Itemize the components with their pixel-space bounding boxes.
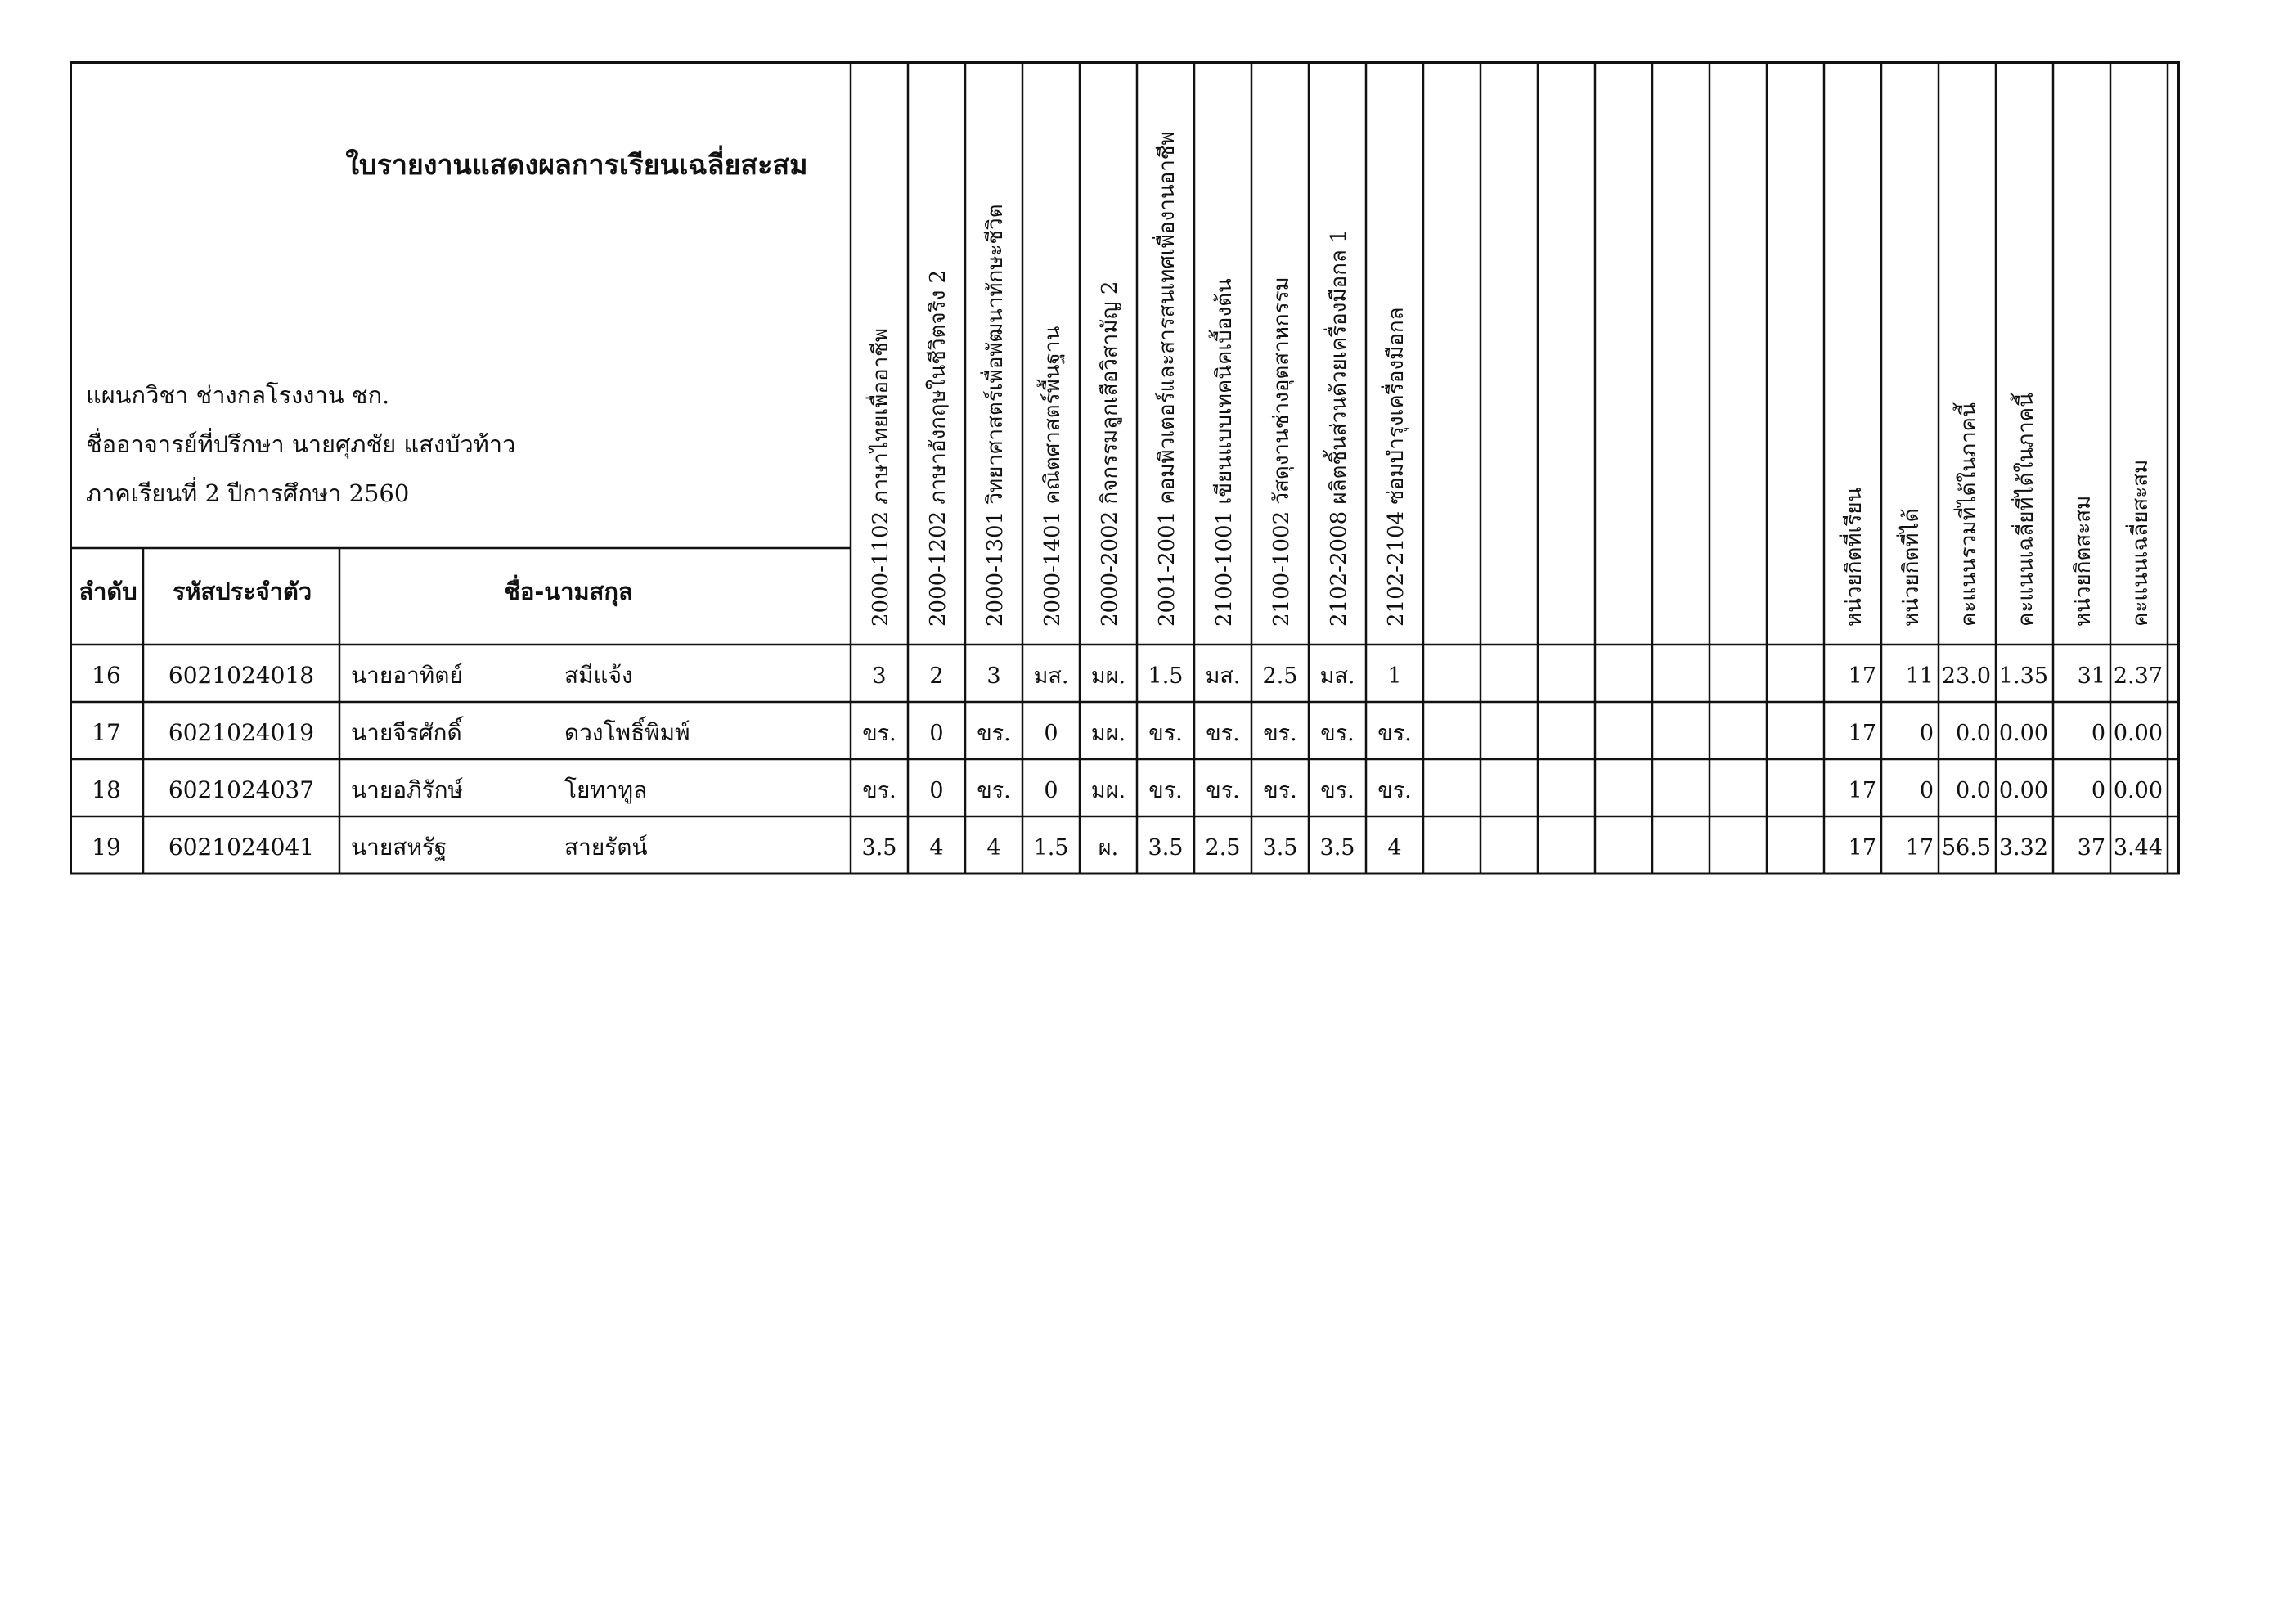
row-summary: 2.37 (2113, 663, 2163, 689)
row-summary: 17 (1848, 721, 1876, 746)
row-summary: 0.00 (2113, 778, 2163, 803)
summary-header: หน่วยกิตที่เรียน (1842, 487, 1867, 627)
row-student-id: 6021024037 (168, 776, 315, 803)
subject-header: 2000-1202 ภาษาอังกฤษในชีวิตจริง 2 (926, 269, 950, 627)
row-last-name: ดวงโพธิ์พิมพ์ (564, 719, 690, 746)
row-summary: 0.0 (1956, 778, 1991, 803)
row-summary: 0 (2091, 721, 2105, 746)
row-seq: 18 (92, 776, 121, 803)
subject-header: 2000-2002 กิจกรรมลูกเสือวิสามัญ 2 (1098, 281, 1122, 627)
department-line: แผนกวิชา ช่างกลโรงงาน ชก. (86, 381, 390, 409)
summary-header: หน่วยกิตสะสม (2071, 495, 2096, 627)
row-grade: 0 (929, 778, 944, 803)
row-summary: 17 (1848, 835, 1876, 861)
row-first-name: นายสหรัฐ (351, 834, 447, 861)
row-grade: ขร. (977, 721, 1011, 746)
row-grade: 2.5 (1205, 835, 1241, 861)
grade-report (70, 61, 2180, 875)
row-last-name: สมีแจ้ง (564, 662, 633, 689)
row-student-id: 6021024018 (168, 662, 315, 689)
row-grade: 3.5 (1262, 835, 1298, 861)
seq-header: ลำดับ (79, 578, 137, 605)
row-student-id: 6021024041 (168, 834, 315, 861)
row-summary: 3.32 (1998, 835, 2048, 861)
row-summary: 0 (1919, 778, 1934, 803)
summary-header: หน่วยกิตที่ได้ (1899, 508, 1924, 627)
row-grade: 4 (929, 835, 944, 861)
row-first-name: นายอาทิตย์ (351, 662, 463, 689)
row-grade: ขร. (1206, 778, 1240, 803)
rotated-column-headers (865, 131, 2153, 627)
row-grade: ขร. (1263, 721, 1297, 746)
row-student-id: 6021024019 (168, 719, 315, 746)
row-summary: 17 (1848, 663, 1876, 689)
row-grade: ขร. (862, 721, 896, 746)
row-grade: มผ. (1090, 778, 1126, 803)
row-first-name: นายจีรศักดิ์ (351, 719, 462, 746)
row-grade: ขร. (862, 778, 896, 803)
row-grade: ขร. (1206, 721, 1240, 746)
row-grade: 0 (1044, 721, 1058, 746)
row-grade: ขร. (1320, 778, 1355, 803)
row-grade: 4 (1387, 835, 1402, 861)
row-grade: 4 (986, 835, 1001, 861)
row-summary: 0.00 (2113, 721, 2163, 746)
subject-header: 2100-1001 เขียนแบบเทคนิคเบื้องต้น (1212, 278, 1237, 627)
row-grade: 1 (1387, 663, 1402, 689)
row-summary: 11 (1905, 663, 1934, 689)
summary-header: คะแนนเฉลี่ยสะสม (2128, 459, 2153, 627)
student-id-header: รหัสประจำตัว (172, 578, 312, 605)
row-seq: 16 (92, 662, 121, 689)
subject-header: 2001-2001 คอมพิวเตอร์และสารสนเทศเพื่องานอาชีพ (1155, 131, 1179, 627)
row-summary: 56.5 (1941, 835, 1991, 861)
row-grade: 3.5 (1319, 835, 1355, 861)
row-grade: มส. (1033, 663, 1069, 689)
row-grade: 2.5 (1262, 663, 1298, 689)
row-summary: 23.0 (1941, 663, 1991, 689)
row-summary: 0.00 (1998, 721, 2048, 746)
row-grade: ขร. (1377, 778, 1412, 803)
row-summary: 3.44 (2113, 835, 2163, 861)
row-summary: 1.35 (1998, 663, 2048, 689)
row-grade: ขร. (1377, 721, 1412, 746)
advisor-line: ชื่ออาจารย์ที่ปรึกษา นายศุภชัย แสงบัวท้าว (86, 430, 516, 458)
row-summary: 0 (2091, 778, 2105, 803)
name-header: ชื่อ-นามสกุล (504, 578, 633, 605)
row-summary: 17 (1905, 835, 1934, 861)
row-grade: 3 (986, 663, 1001, 689)
row-summary: 17 (1848, 778, 1876, 803)
row-grade: ขร. (1148, 721, 1183, 746)
row-grade: มส. (1205, 663, 1241, 689)
row-last-name: โยทาทูล (564, 776, 648, 803)
table-frame (71, 63, 2179, 874)
row-grade: 3.5 (861, 835, 897, 861)
row-grade: 1.5 (1033, 835, 1069, 861)
summary-header: คะแนนรวมที่ได้ในภาคนี้ (1957, 402, 1981, 627)
subject-header: 2102-2008 ผลิตชิ้นส่วนด้วยเครื่องมือกล 1 (1327, 229, 1351, 627)
row-grade: ขร. (1320, 721, 1355, 746)
subject-header: 2000-1301 วิทยาศาสตร์เพื่อพัฒนาทักษะชีวิต (983, 204, 1008, 627)
row-summary: 0.00 (1998, 778, 2048, 803)
row-grade: 0 (1044, 778, 1058, 803)
table-body (92, 662, 2163, 861)
row-summary: 31 (2077, 663, 2105, 689)
semester-line: ภาคเรียนที่ 2 ปีการศึกษา 2560 (86, 479, 410, 507)
row-seq: 19 (92, 834, 121, 861)
row-grade: มผ. (1090, 663, 1126, 689)
grade-report-table (70, 61, 2180, 875)
subject-header: 2000-1401 คณิตศาสตร์พื้นฐาน (1040, 326, 1065, 627)
row-grade: มผ. (1090, 721, 1126, 746)
row-last-name: สายรัตน์ (564, 834, 648, 861)
row-grade: 3.5 (1148, 835, 1184, 861)
row-grade: ผ. (1098, 835, 1119, 861)
row-grade: ขร. (1263, 778, 1297, 803)
summary-header: คะแนนเฉลี่ยที่ได้ในภาคนี้ (2014, 393, 2038, 627)
subject-header: 2000-1102 ภาษาไทยเพื่ออาชีพ (869, 328, 893, 627)
subject-header: 2102-2104 ซ่อมบำรุงเครื่องมือกล (1384, 307, 1409, 627)
row-grade: ขร. (977, 778, 1011, 803)
subject-header: 2100-1002 วัสดุงานช่างอุตสาหกรรม (1269, 276, 1294, 627)
table-grid (70, 61, 2180, 874)
row-summary: 0 (1919, 721, 1934, 746)
row-grade: 2 (929, 663, 944, 689)
row-seq: 17 (92, 719, 121, 746)
report-title: ใบรายงานแสดงผลการเรียนเฉลี่ยสะสม (345, 149, 808, 182)
row-grade: มส. (1319, 663, 1355, 689)
row-grade: 1.5 (1148, 663, 1184, 689)
row-grade: 3 (872, 663, 887, 689)
row-grade: 0 (929, 721, 944, 746)
row-summary: 0.0 (1956, 721, 1991, 746)
row-summary: 37 (2077, 835, 2105, 861)
row-grade: ขร. (1148, 778, 1183, 803)
row-first-name: นายอภิรักษ์ (351, 776, 463, 803)
